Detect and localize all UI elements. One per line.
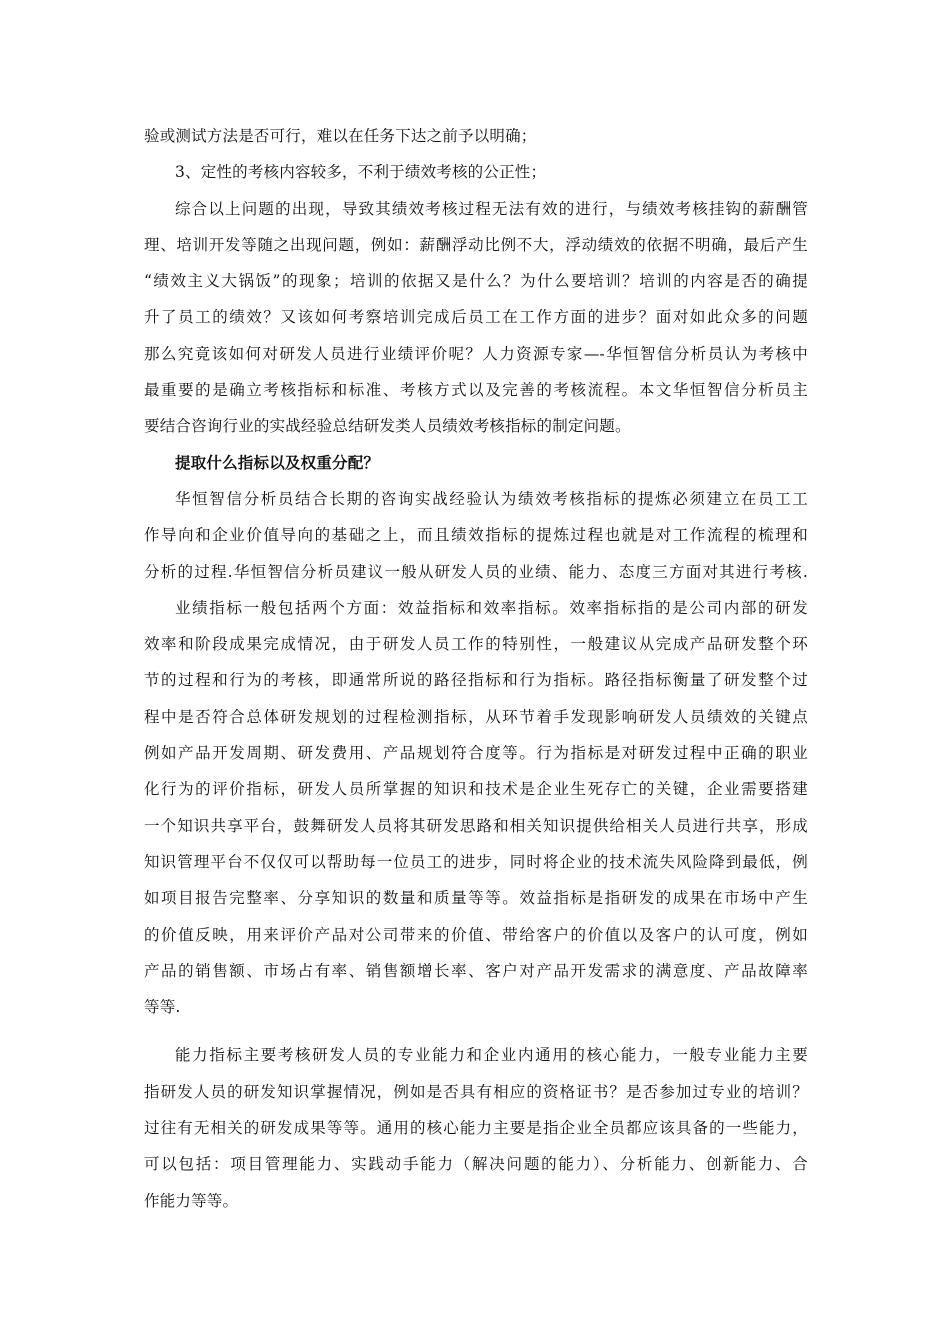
paragraph-gap (144, 1025, 808, 1037)
text-line: 产品的销售额、市场占有率、销售额增长率、客户对产品开发需求的满意度、产品故障率 (144, 961, 808, 980)
text-line: 可以包括：项目管理能力、实践动手能力（解决问题的能力）、分析能力、创新能力、合 (144, 1155, 808, 1174)
text-line: “绩效主义大锅饭”的现象；培训的依据又是什么？为什么要培训？培训的内容是否的确提 (144, 272, 808, 291)
text-line: 知识管理平台不仅仅可以帮助每一位员工的进步，同时将企业的技术流失风险降到最低，例 (144, 852, 808, 871)
text-line: 效率和阶段成果完成情况，由于研发人员工作的特别性，一般建议从完成产品研发整个环 (144, 635, 808, 654)
text-line: 华恒智信分析员结合长期的咨询实战经验认为绩效考核指标的提炼必须建立在员工工 (175, 489, 808, 508)
text-line: 节的过程和行为的考核，即通常所说的路径指标和行为指标。路径指标衡量了研发整个过 (144, 671, 808, 690)
text-line: 能力指标主要考核研发人员的专业能力和企业内通用的核心能力，一般专业能力主要 (175, 1046, 808, 1065)
text-line: 验或测试方法是否可行，难以在任务下达之前予以明确； (144, 127, 537, 145)
text-line: 如项目报告完整率、分享知识的数量和质量等等。效益指标是指研发的成果在市场中产生 (144, 889, 808, 908)
text-line: 业绩指标一般包括两个方面：效益指标和效率指标。效率指标指的是公司内部的研发 (175, 598, 808, 617)
text-line: 指研发人员的研发知识掌握情况，例如是否具有相应的资格证书？是否参加过专业的培训？ (144, 1082, 808, 1101)
document-body (144, 118, 808, 1219)
text-line: 要结合咨询行业的实战经验总结研发类人员绩效考核指标的制定问题。 (144, 417, 631, 436)
text-line: 例如产品开发周期、研发费用、产品规划符合度等。行为指标是对研发过程中正确的职业 (144, 744, 808, 763)
text-line: 作导向和企业价值导向的基础之上，而且绩效指标的提炼过程也就是对工作流程的梳理和 (144, 526, 808, 545)
text-line: 那么究竟该如何对研发人员进行业绩评价呢？人力资源专家—-华恒智信分析员认为考核中 (144, 344, 808, 363)
text-line: 升了员工的绩效？又该如何考察培训完成后员工在工作方面的进步？面对如此众多的问题 (144, 308, 808, 327)
text-line: 程中是否符合总体研发规划的过程检测指标，从环节着手发现影响研发人员绩效的关键点 (144, 707, 808, 726)
text-line: 综合以上问题的出现，导致其绩效考核过程无法有效的进行，与绩效考核挂钩的薪酬管 (175, 199, 808, 218)
text-line: 化行为的评价指标，研发人员所掌握的知识和技术是企业生死存亡的关键，企业需要搭建 (144, 780, 808, 799)
text-line: 最重要的是确立考核指标和标准、考核方式以及完善的考核流程。本文华恒智信分析员主 (144, 381, 808, 400)
section-heading: 提取什么指标以及权重分配？ (175, 452, 380, 472)
text-line: 理、培训开发等随之出现问题，例如：薪酬浮动比例不大，浮动绩效的依据不明确，最后产生 (144, 235, 808, 254)
text-line: 作能力等等。 (144, 1191, 239, 1210)
text-line: 等等. (144, 998, 181, 1017)
text-line: 的价值反映，用来评价产品对公司带来的价值、带给客户的价值以及客户的认可度，例如 (144, 925, 808, 944)
text-line: 一个知识共享平台，鼓舞研发人员将其研发思路和相关知识提供给相关人员进行共享，形成 (144, 816, 808, 835)
text-line: 过往有无相关的研发成果等等。通用的核心能力主要是指企业全员都应该具备的一些能力， (144, 1119, 808, 1138)
text-line: 3、定性的考核内容较多，不利于绩效考核的公正性； (175, 163, 547, 182)
text-line: 分析的过程.华恒智信分析员建议一般从研发人员的业绩、能力、态度三方面对其进行考核. (144, 562, 808, 581)
